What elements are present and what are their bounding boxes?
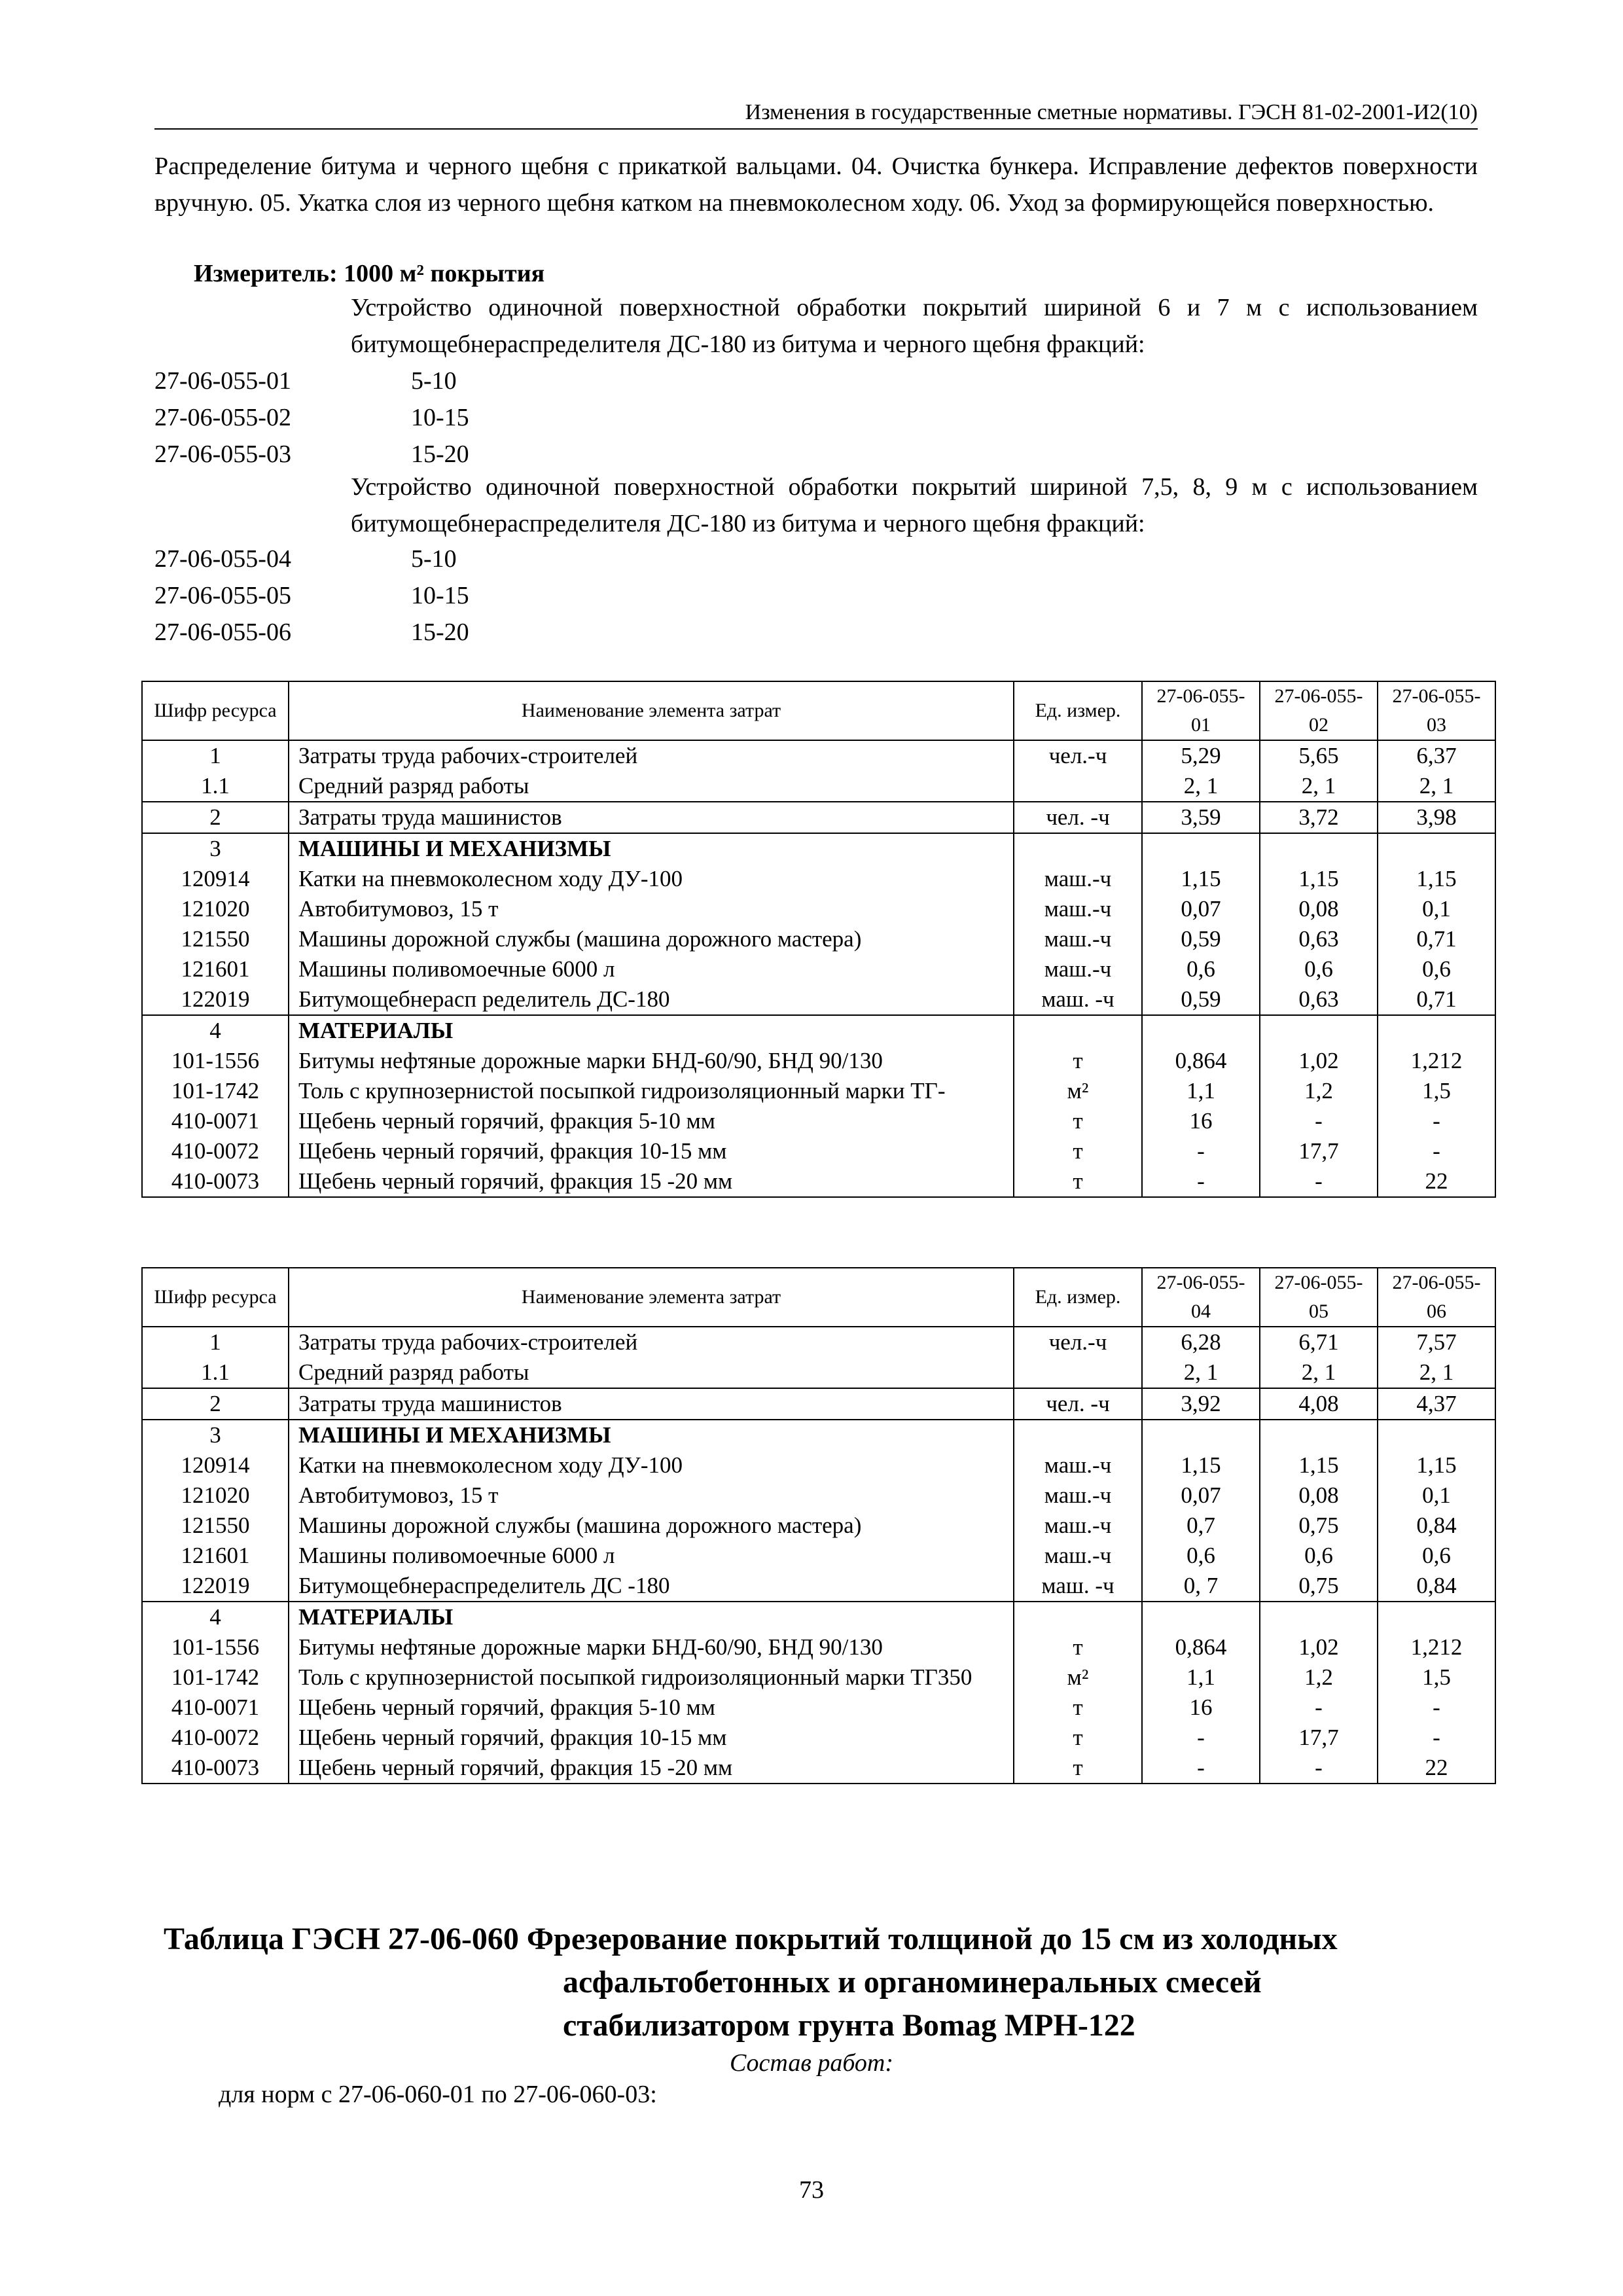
resource-value: 17,7 (1260, 1723, 1378, 1753)
norm-fraction: 15-20 (411, 440, 469, 468)
table-row (142, 1076, 1495, 1106)
resource-value: 0,6 (1378, 954, 1495, 984)
resource-unit: т (1014, 1723, 1142, 1753)
table-row (142, 1511, 1495, 1541)
resource-value: 2, 1 (1378, 771, 1495, 802)
resource-unit: чел. -ч (1014, 802, 1142, 833)
resource-value: - (1260, 1753, 1378, 1784)
resource-value: 22 (1378, 1166, 1495, 1197)
resource-value: 3,72 (1260, 802, 1378, 833)
resource-value: 0,6 (1378, 1541, 1495, 1571)
table-row (142, 1166, 1495, 1197)
resource-code: 410-0072 (142, 1136, 289, 1166)
resource-unit: маш.-ч (1014, 1511, 1142, 1541)
resource-value: 0,07 (1142, 894, 1260, 924)
resource-name: Машины поливомоечные 6000 л (289, 1541, 1014, 1571)
resource-unit: м² (1014, 1076, 1142, 1106)
norms-range: для норм с 27-06-060-01 по 27-06-060-03: (219, 2081, 657, 2108)
resource-code: 1 (142, 740, 289, 771)
resource-unit: чел.-ч (1014, 740, 1142, 771)
resource-value (1260, 833, 1378, 864)
resource-code: 3 (142, 1420, 289, 1450)
table-row (142, 1327, 1495, 1357)
resource-value: 4,37 (1378, 1388, 1495, 1420)
resource-table-1 (141, 681, 1496, 1198)
resource-name: Средний разряд работы (289, 1357, 1014, 1388)
resource-code: 121020 (142, 894, 289, 924)
resource-code: 3 (142, 833, 289, 864)
resource-unit: маш.-ч (1014, 1541, 1142, 1571)
resource-code: 121550 (142, 1511, 289, 1541)
resource-value: 2, 1 (1378, 1357, 1495, 1388)
resource-value: 0,08 (1260, 1480, 1378, 1511)
resource-value: - (1142, 1166, 1260, 1197)
resource-unit: м² (1014, 1662, 1142, 1693)
resource-value: 1,2 (1260, 1662, 1378, 1693)
resource-value: - (1378, 1136, 1495, 1166)
resource-unit: т (1014, 1693, 1142, 1723)
norm-code: 27-06-055-04 (154, 545, 291, 573)
col-header-code: Шифр ресурса (142, 1268, 289, 1327)
resource-code: 122019 (142, 1571, 289, 1602)
norm-code: 27-06-055-01 (154, 367, 291, 395)
table-row (142, 771, 1495, 802)
resource-value (1142, 1420, 1260, 1450)
table-row (142, 1632, 1495, 1662)
resource-code: 4 (142, 1602, 289, 1632)
table-row (142, 1046, 1495, 1076)
norm-code: 27-06-055-02 (154, 404, 291, 431)
col-header-norm: 27-06-055-01 (1142, 681, 1260, 740)
resource-value: 0,864 (1142, 1046, 1260, 1076)
resource-value (1378, 1602, 1495, 1632)
resource-value: 1,5 (1378, 1662, 1495, 1693)
resource-name: Щебень черный горячий, фракция 10-15 мм (289, 1723, 1014, 1753)
table-row (142, 1602, 1495, 1632)
resource-value: 1,02 (1260, 1046, 1378, 1076)
col-header-unit: Ед. измер. (1014, 1268, 1142, 1327)
col-header-norm: 27-06-055-04 (1142, 1268, 1260, 1327)
resource-unit: маш.-ч (1014, 1480, 1142, 1511)
resource-name: Толь с крупнозернистой посыпкой гидроизоляционный марки ТГ- (289, 1076, 1014, 1106)
table-row (142, 954, 1495, 984)
resource-value: 22 (1378, 1753, 1495, 1784)
resource-unit: маш. -ч (1014, 984, 1142, 1015)
resource-value: 0,63 (1260, 924, 1378, 954)
resource-name: Битумы нефтяные дорожные марки БНД-60/90, БНД 90/130 (289, 1632, 1014, 1662)
resource-value: 3,92 (1142, 1388, 1260, 1420)
resource-value: 1,1 (1142, 1076, 1260, 1106)
resource-name: МАТЕРИАЛЫ (289, 1015, 1014, 1046)
table-row (142, 864, 1495, 894)
resource-name: МАТЕРИАЛЫ (289, 1602, 1014, 1632)
table-row (142, 1541, 1495, 1571)
resource-value: 0, 7 (1142, 1571, 1260, 1602)
resource-unit: маш.-ч (1014, 894, 1142, 924)
resource-value: 1,212 (1378, 1046, 1495, 1076)
resource-name: Затраты труда рабочих-строителей (289, 740, 1014, 771)
resource-value: 6,71 (1260, 1327, 1378, 1357)
resource-code: 410-0073 (142, 1166, 289, 1197)
resource-code: 121601 (142, 1541, 289, 1571)
table-row (142, 740, 1495, 771)
resource-value: - (1378, 1106, 1495, 1136)
resource-code: 122019 (142, 984, 289, 1015)
resource-code: 410-0072 (142, 1723, 289, 1753)
col-header-norm: 27-06-055-03 (1378, 681, 1495, 740)
table-row (142, 924, 1495, 954)
resource-value: 6,28 (1142, 1327, 1260, 1357)
resource-value: 1,5 (1378, 1076, 1495, 1106)
table-row (142, 1753, 1495, 1784)
resource-unit: маш.-ч (1014, 954, 1142, 984)
resource-code: 101-1556 (142, 1632, 289, 1662)
resource-name: Машины дорожной службы (машина дорожного мастера) (289, 1511, 1014, 1541)
table-row (142, 984, 1495, 1015)
resource-value: 1,15 (1142, 864, 1260, 894)
resource-name: Средний разряд работы (289, 771, 1014, 802)
resource-value: 0,6 (1260, 1541, 1378, 1571)
resource-value: 0,1 (1378, 894, 1495, 924)
resource-value (1142, 1602, 1260, 1632)
resource-unit: т (1014, 1166, 1142, 1197)
resource-code: 2 (142, 1388, 289, 1420)
table-row (142, 1357, 1495, 1388)
resource-value: - (1260, 1166, 1378, 1197)
resource-name: Машины дорожной службы (машина дорожного мастера) (289, 924, 1014, 954)
resource-value: 1,2 (1260, 1076, 1378, 1106)
resource-value: 6,37 (1378, 740, 1495, 771)
resource-unit (1014, 1420, 1142, 1450)
resource-unit: маш.-ч (1014, 864, 1142, 894)
resource-value: 2, 1 (1260, 771, 1378, 802)
norm-fraction: 15-20 (411, 619, 469, 646)
resource-unit: чел.-ч (1014, 1327, 1142, 1357)
resource-unit (1014, 833, 1142, 864)
measure-unit: Измеритель: 1000 м² покрытия (194, 260, 545, 287)
resource-value: 1,15 (1142, 1450, 1260, 1480)
resource-value: 0,7 (1142, 1511, 1260, 1541)
page-header (154, 97, 1478, 130)
resource-value: - (1142, 1136, 1260, 1166)
resource-unit (1014, 1015, 1142, 1046)
resource-value: 0,75 (1260, 1511, 1378, 1541)
resource-name: Автобитумовоз, 15 т (289, 1480, 1014, 1511)
resource-value: 1,1 (1142, 1662, 1260, 1693)
col-header-name: Наименование элемента затрат (289, 1268, 1014, 1327)
group-1-description: Устройство одиночной поверхностной обработки покрытий шириной 6 и 7 м с использованием битумощебнераспределителя ДС-180 из битума и черного щебня фракций: (351, 294, 1478, 358)
norm-fraction: 5-10 (411, 367, 457, 395)
resource-name: Щебень черный горячий, фракция 15 -20 мм (289, 1753, 1014, 1784)
resource-name: Битумы нефтяные дорожные марки БНД-60/90, БНД 90/130 (289, 1046, 1014, 1076)
table-row (142, 833, 1495, 864)
intro-paragraph: Распределение битума и черного щебня с прикаткой вальцами. 04. Очистка бункера. Исправление дефектов поверхности вручную. 05. Укатка слоя из черного щебня катком на пневмоколесном ходу. 06. Уход за формирующейся поверхностью. (154, 152, 1478, 217)
resource-code: 120914 (142, 864, 289, 894)
resource-value: - (1260, 1106, 1378, 1136)
resource-value (1260, 1015, 1378, 1046)
resource-value: 7,57 (1378, 1327, 1495, 1357)
norm-fraction: 5-10 (411, 545, 457, 573)
resource-name: Щебень черный горячий, фракция 15 -20 мм (289, 1166, 1014, 1197)
resource-code: 1.1 (142, 1357, 289, 1388)
table-title (164, 1918, 1459, 2047)
resource-unit: т (1014, 1136, 1142, 1166)
resource-value (1378, 1420, 1495, 1450)
table-row (142, 1571, 1495, 1602)
resource-unit: маш.-ч (1014, 924, 1142, 954)
col-header-norm: 27-06-055-02 (1260, 681, 1378, 740)
norm-code: 27-06-055-06 (154, 619, 291, 646)
resource-value: 2, 1 (1142, 1357, 1260, 1388)
resource-unit: т (1014, 1632, 1142, 1662)
resource-name: Затраты труда машинистов (289, 802, 1014, 833)
resource-name: Щебень черный горячий, фракция 10-15 мм (289, 1136, 1014, 1166)
resource-code: 101-1742 (142, 1076, 289, 1106)
table-row (142, 1662, 1495, 1693)
resource-value: 0,1 (1378, 1480, 1495, 1511)
resource-value: 0,6 (1260, 954, 1378, 984)
resource-value: 0,6 (1142, 1541, 1260, 1571)
col-header-norm: 27-06-055-05 (1260, 1268, 1378, 1327)
resource-name: Толь с крупнозернистой посыпкой гидроизоляционный марки ТГ350 (289, 1662, 1014, 1693)
resource-value: 5,29 (1142, 740, 1260, 771)
resource-code: 120914 (142, 1450, 289, 1480)
resource-unit: маш.-ч (1014, 1450, 1142, 1480)
resource-unit: чел. -ч (1014, 1388, 1142, 1420)
resource-name: Затраты труда машинистов (289, 1388, 1014, 1420)
norm-code: 27-06-055-05 (154, 582, 291, 609)
group-2-description: Устройство одиночной поверхностной обработки покрытий шириной 7,5, 8, 9 м с использованием битумощебнераспределителя ДС-180 из битума и черного щебня фракций: (351, 473, 1478, 537)
resource-value: - (1378, 1723, 1495, 1753)
resource-value: 16 (1142, 1693, 1260, 1723)
resource-code: 4 (142, 1015, 289, 1046)
table-title-line: Таблица ГЭСН 27-06-060 Фрезерование покрытий толщиной до 15 см из холодных (164, 1922, 1338, 1956)
table-title-line: стабилизатором грунта Bomag MPH-122 (563, 2008, 1135, 2043)
resource-code: 410-0071 (142, 1693, 289, 1723)
resource-value: 2, 1 (1260, 1357, 1378, 1388)
resource-value: 0,59 (1142, 924, 1260, 954)
page-number: 73 (799, 2176, 824, 2204)
resource-value: 5,65 (1260, 740, 1378, 771)
resource-value (1142, 833, 1260, 864)
resource-value: 0,864 (1142, 1632, 1260, 1662)
table-row (142, 1106, 1495, 1136)
resource-table-2 (141, 1267, 1496, 1784)
resource-value: 1,212 (1378, 1632, 1495, 1662)
resource-unit: т (1014, 1106, 1142, 1136)
resource-value: 1,15 (1260, 1450, 1378, 1480)
resource-code: 1 (142, 1327, 289, 1357)
resource-value (1142, 1015, 1260, 1046)
resource-value: 3,59 (1142, 802, 1260, 833)
resource-code: 410-0073 (142, 1753, 289, 1784)
table-row (142, 1450, 1495, 1480)
table-row (142, 1136, 1495, 1166)
resource-value: - (1142, 1723, 1260, 1753)
col-header-name: Наименование элемента затрат (289, 681, 1014, 740)
resource-value: 1,15 (1260, 864, 1378, 894)
resource-code: 121020 (142, 1480, 289, 1511)
resource-value: - (1378, 1693, 1495, 1723)
resource-name: Битумощебнераспределитель ДС -180 (289, 1571, 1014, 1602)
resource-unit (1014, 1602, 1142, 1632)
resource-name: Катки на пневмоколесном ходу ДУ-100 (289, 864, 1014, 894)
resource-value (1260, 1420, 1378, 1450)
table-row (142, 1388, 1495, 1420)
resource-code: 121601 (142, 954, 289, 984)
table-row (142, 1420, 1495, 1450)
header-title: Изменения в государственные сметные нормативы. ГЭСН 81-02-2001-И2(10) (745, 100, 1478, 124)
resource-name: Битумощебнерасп ределитель ДС-180 (289, 984, 1014, 1015)
resource-value (1260, 1602, 1378, 1632)
resource-value: - (1260, 1693, 1378, 1723)
resource-name: Щебень черный горячий, фракция 5-10 мм (289, 1106, 1014, 1136)
norm-code: 27-06-055-03 (154, 440, 291, 468)
table-row (142, 1723, 1495, 1753)
resource-value: 0,07 (1142, 1480, 1260, 1511)
table-row (142, 1015, 1495, 1046)
resource-value: - (1142, 1753, 1260, 1784)
resource-value: 0,84 (1378, 1511, 1495, 1541)
resource-code: 101-1556 (142, 1046, 289, 1076)
resource-name: Катки на пневмоколесном ходу ДУ-100 (289, 1450, 1014, 1480)
resource-code: 2 (142, 802, 289, 833)
resource-name: Машины поливомоечные 6000 л (289, 954, 1014, 984)
resource-unit (1014, 771, 1142, 802)
norm-fraction: 10-15 (411, 404, 469, 431)
resource-value: 0,71 (1378, 924, 1495, 954)
resource-code: 410-0071 (142, 1106, 289, 1136)
resource-value: 0,08 (1260, 894, 1378, 924)
resource-value: 1,15 (1378, 1450, 1495, 1480)
resource-unit: т (1014, 1046, 1142, 1076)
resource-name: Затраты труда рабочих-строителей (289, 1327, 1014, 1357)
resource-value: 4,08 (1260, 1388, 1378, 1420)
table-row (142, 1480, 1495, 1511)
resource-value: 3,98 (1378, 802, 1495, 833)
resource-value: 17,7 (1260, 1136, 1378, 1166)
work-composition-title: Состав работ: (729, 2049, 894, 2077)
resource-value (1378, 1015, 1495, 1046)
resource-name: Щебень черный горячий, фракция 5-10 мм (289, 1693, 1014, 1723)
resource-value: 1,02 (1260, 1632, 1378, 1662)
resource-value: 0,59 (1142, 984, 1260, 1015)
table-row (142, 894, 1495, 924)
resource-value: 0,71 (1378, 984, 1495, 1015)
table-row (142, 802, 1495, 833)
resource-unit: т (1014, 1753, 1142, 1784)
col-header-code: Шифр ресурса (142, 681, 289, 740)
table-row (142, 1693, 1495, 1723)
resource-name: МАШИНЫ И МЕХАНИЗМЫ (289, 1420, 1014, 1450)
resource-value: 0,75 (1260, 1571, 1378, 1602)
resource-value: 0,6 (1142, 954, 1260, 984)
resource-name: Автобитумовоз, 15 т (289, 894, 1014, 924)
col-header-unit: Ед. измер. (1014, 681, 1142, 740)
resource-unit (1014, 1357, 1142, 1388)
resource-value: 1,15 (1378, 864, 1495, 894)
resource-value: 0,63 (1260, 984, 1378, 1015)
resource-name: МАШИНЫ И МЕХАНИЗМЫ (289, 833, 1014, 864)
resource-code: 1.1 (142, 771, 289, 802)
resource-value: 0,84 (1378, 1571, 1495, 1602)
resource-value (1378, 833, 1495, 864)
table-title-line: асфальтобетонных и органоминеральных смесей (563, 1965, 1262, 2000)
resource-unit: маш. -ч (1014, 1571, 1142, 1602)
resource-code: 121550 (142, 924, 289, 954)
resource-value: 2, 1 (1142, 771, 1260, 802)
resource-code: 101-1742 (142, 1662, 289, 1693)
col-header-norm: 27-06-055-06 (1378, 1268, 1495, 1327)
resource-value: 16 (1142, 1106, 1260, 1136)
norm-fraction: 10-15 (411, 582, 469, 609)
